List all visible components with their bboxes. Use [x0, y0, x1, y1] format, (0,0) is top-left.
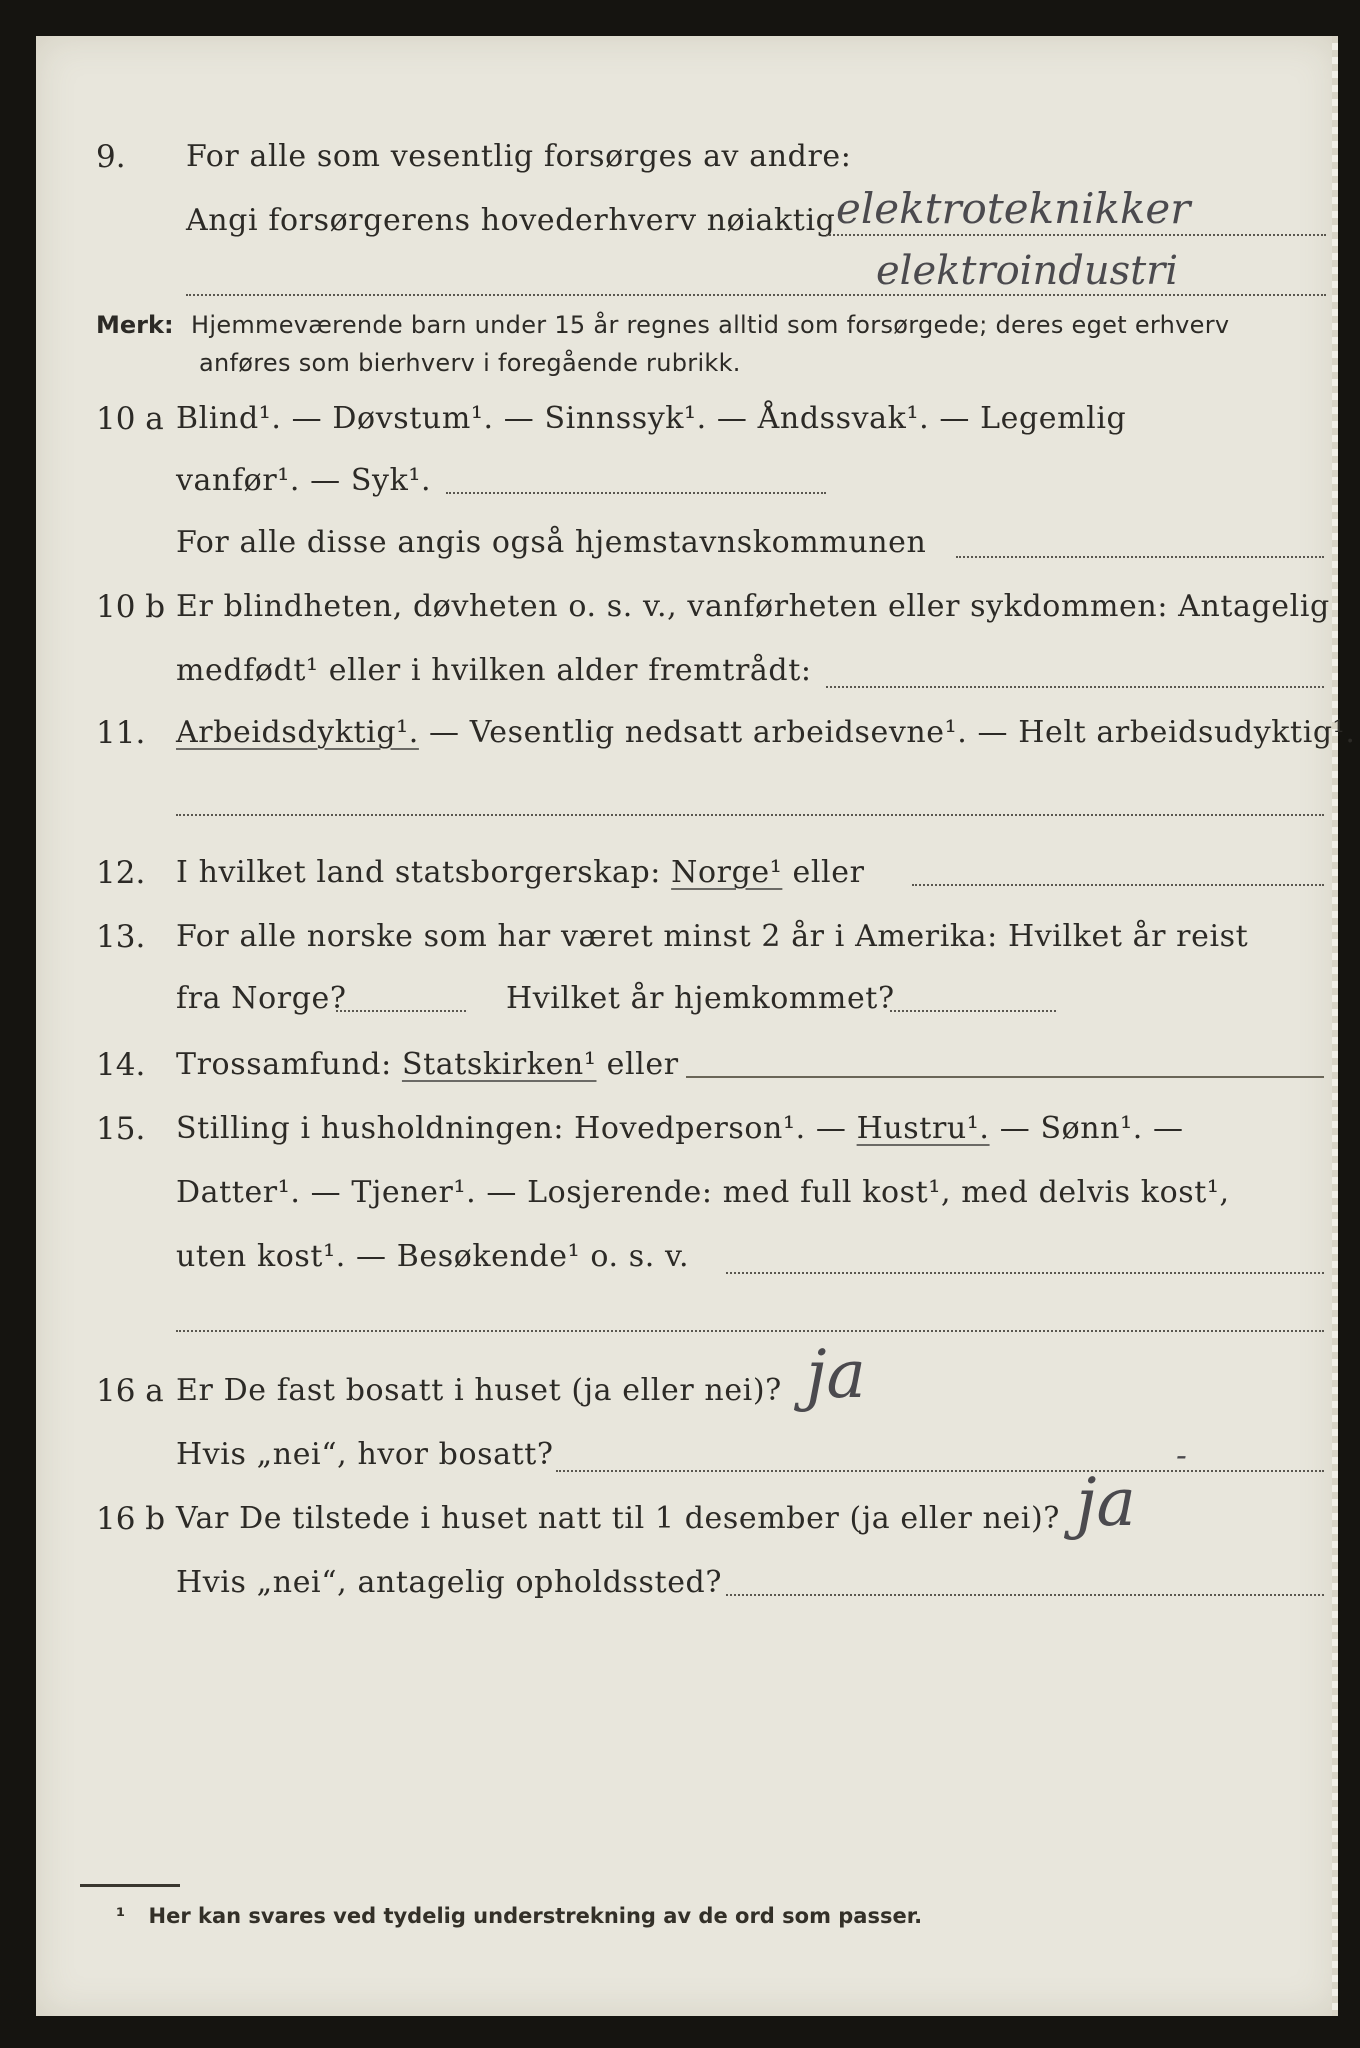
answer-line — [826, 686, 1324, 688]
question-text-post: eller — [596, 1047, 679, 1082]
question-16a-line-2 — [36, 1430, 1338, 1480]
answer-line — [186, 294, 1326, 296]
question-10b-line-1 — [36, 582, 1338, 632]
answer-line — [556, 1470, 1324, 1472]
question-text: Hvilket år hjemkommet? — [506, 981, 895, 1016]
question-text: Datter¹. — Tjener¹. — Losjerende: med full kost¹, med delvis kost¹, — [176, 1175, 1230, 1210]
question-12 — [36, 848, 1338, 898]
answer-line — [912, 884, 1324, 886]
question-text-pre: Trossamfund: — [176, 1047, 402, 1082]
answer-line — [890, 1010, 1056, 1012]
handwritten-answer[interactable]: elektroteknikker — [836, 184, 1191, 233]
answer-line — [336, 1010, 466, 1012]
note-label: Merk: — [96, 311, 174, 339]
handwritten-answer[interactable]: - — [1176, 1436, 1187, 1474]
question-9-line-1 — [36, 132, 1338, 182]
question-number: 9. — [96, 139, 126, 175]
question-16b-line-2 — [36, 1558, 1338, 1608]
question-text-pre: I hvilket land statsborgerskap: — [176, 855, 672, 890]
question-10a-line-1 — [36, 394, 1338, 444]
question-text: Hvis „nei“, hvor bosatt? — [176, 1437, 554, 1472]
question-text: medfødt¹ eller i hvilken alder fremtrådt: — [176, 653, 812, 688]
question-text: For alle som vesentlig forsørges av andre: — [186, 139, 852, 174]
question-10a-line-3 — [36, 518, 1338, 568]
footnote — [116, 1904, 922, 1928]
question-text: vanfør¹. — Syk¹. — [176, 463, 432, 498]
question-text: Er blindheten, døvheten o. s. v., vanførheten eller sykdommen: Antagelig — [176, 589, 1330, 624]
question-number: 13. — [96, 919, 146, 955]
answer-line — [446, 492, 826, 494]
question-text — [176, 708, 1355, 758]
question-11-line-1 — [36, 708, 1356, 758]
note-text: Hjemmeværende barn under 15 år regnes alltid som forsørgede; deres eget erhverv — [191, 311, 1230, 339]
question-number: 16 b — [96, 1501, 166, 1537]
answer-line — [176, 1330, 1324, 1332]
question-text: Angi forsørgerens hovederhverv nøiaktig — [186, 203, 836, 238]
question-10a-line-2 — [36, 456, 1338, 506]
underlined-option[interactable]: Hustru¹. — [856, 1111, 990, 1146]
handwritten-answer[interactable]: ja — [806, 1336, 866, 1413]
underlined-option[interactable]: Arbeidsdyktig¹. — [176, 715, 419, 750]
handwritten-answer[interactable]: ja — [1076, 1464, 1136, 1541]
question-16a-line-1 — [36, 1366, 1338, 1416]
question-text-rest: — Vesentlig nedsatt arbeidsevne¹. — Helt arbeidsudyktig¹. — [418, 715, 1356, 750]
question-text: For alle norske som har været minst 2 år i Amerika: Hvilket år reist — [176, 919, 1249, 954]
question-10b-line-2 — [36, 646, 1338, 696]
census-form-page — [36, 36, 1356, 2016]
answer-line — [726, 1272, 1324, 1274]
question-number: 14. — [96, 1047, 146, 1083]
question-text: uten kost¹. — Besøkende¹ o. s. v. — [176, 1239, 690, 1274]
question-number: 15. — [96, 1111, 146, 1147]
question-text-pre: Stilling i husholdningen: Hovedperson¹. — — [176, 1111, 857, 1146]
note-line-2 — [36, 338, 1338, 388]
underlined-option[interactable]: Norge¹ — [671, 855, 783, 890]
question-number: 11. — [96, 715, 146, 751]
question-text — [176, 1104, 1184, 1154]
question-number: 16 a — [96, 1373, 164, 1409]
footnote-text: Her kan svares ved tydelig understrekning av de ord som passer. — [148, 1904, 923, 1928]
question-text: Blind¹. — Døvstum¹. — Sinnssyk¹. — Åndssvak¹. — Legemlig — [176, 401, 1127, 436]
handwritten-answer[interactable]: elektroindustri — [876, 248, 1179, 294]
question-text: For alle disse angis også hjemstavnskommunen — [176, 525, 927, 560]
note-text: anføres som bierhverv i foregående rubrikk. — [199, 349, 741, 377]
question-text: Er De fast bosatt i huset (ja eller nei)? — [176, 1373, 782, 1408]
question-14 — [36, 1040, 1338, 1090]
question-text-post: eller — [782, 855, 865, 890]
question-text: fra Norge? — [176, 981, 347, 1016]
question-text: Hvis „nei“, antagelig opholdssted? — [176, 1565, 723, 1600]
question-13-line-2 — [36, 974, 1338, 1024]
question-number: 10 b — [96, 589, 166, 625]
answer-line — [956, 556, 1324, 558]
question-number: 12. — [96, 855, 146, 891]
footnote-mark: ¹ — [116, 1904, 126, 1928]
answer-line — [686, 1076, 1324, 1078]
answer-line — [826, 234, 1326, 236]
question-number: 10 a — [96, 401, 164, 437]
question-text — [176, 848, 865, 898]
question-text — [176, 1040, 679, 1090]
question-text: Var De tilstede i huset natt til 1 desember (ja eller nei)? — [176, 1501, 1060, 1536]
answer-line — [726, 1594, 1324, 1596]
question-13-line-1 — [36, 912, 1338, 962]
question-15-line-1 — [36, 1104, 1338, 1154]
question-16b-line-1 — [36, 1494, 1338, 1544]
answer-line — [176, 814, 1324, 816]
question-15-line-3 — [36, 1232, 1338, 1282]
question-text-post: — Sønn¹. — — [989, 1111, 1184, 1146]
underlined-option[interactable]: Statskirken¹ — [401, 1047, 597, 1082]
question-15-line-2 — [36, 1168, 1338, 1218]
footnote-rule — [80, 1884, 180, 1887]
